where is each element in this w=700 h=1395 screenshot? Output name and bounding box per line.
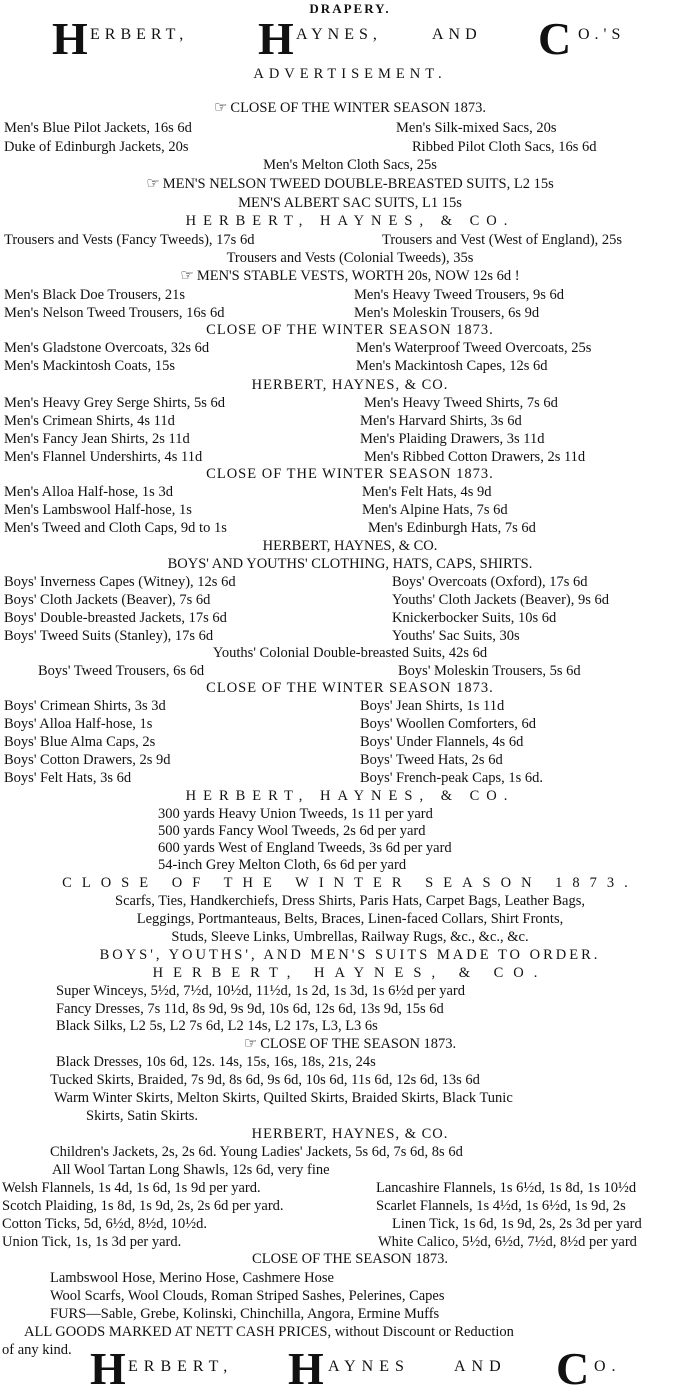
list-item: Super Winceys, 5½d, 7½d, 10½d, 11½d, 1s 2d, 1s 3d, 1s 6½d per yard bbox=[56, 983, 466, 999]
list-item: Boys' Alloa Half-hose, 1s bbox=[4, 716, 153, 732]
list-item: Men's Waterproof Tweed Overcoats, 25s bbox=[356, 340, 592, 356]
banner-initial-h: H bbox=[258, 13, 294, 64]
list-item: Men's Crimean Shirts, 4s 11d bbox=[4, 413, 175, 429]
list-item: Boys' Moleskin Trousers, 5s 6d bbox=[398, 663, 581, 679]
list-item: Knickerbocker Suits, 10s 6d bbox=[392, 610, 557, 626]
list-item: Men's Silk-mixed Sacs, 20s bbox=[396, 120, 557, 136]
closing-notice: of any kind. bbox=[2, 1342, 72, 1358]
list-item: Boys' Tweed Hats, 2s 6d bbox=[360, 752, 503, 768]
list-item: Lancashire Flannels, 1s 6½d, 1s 8d, 1s 10½d bbox=[376, 1180, 637, 1196]
banner-word: AYNES, bbox=[296, 26, 382, 43]
list-item: Men's Moleskin Trousers, 6s 9d bbox=[354, 305, 540, 321]
banner-initial-h: H bbox=[52, 13, 88, 64]
subheading: BOYS', YOUTHS', AND MEN'S SUITS MADE TO ORDER. bbox=[99, 947, 601, 963]
list-item: Boys' Tweed Trousers, 6s 6d bbox=[38, 663, 205, 679]
list-item: Boys' Woollen Comforters, 6d bbox=[360, 716, 536, 732]
list-item: Men's Heavy Grey Serge Shirts, 5s 6d bbox=[4, 395, 226, 411]
list-item: Men's Alpine Hats, 7s 6d bbox=[362, 502, 508, 518]
firm-name: HERBERT, HAYNES, & CO. bbox=[185, 213, 515, 229]
list-item: Trousers and Vest (West of England), 25s bbox=[382, 232, 623, 248]
list-item: All Wool Tartan Long Shawls, 12s 6d, very fine bbox=[52, 1162, 330, 1178]
list-item: Youths' Sac Suits, 30s bbox=[392, 628, 520, 644]
list-item: 600 yards West of England Tweeds, 3s 6d per yard bbox=[158, 840, 452, 856]
firm-name: HERBERT, HAYNES, & CO. bbox=[262, 538, 438, 554]
season-heading: CLOSE OF THE WINTER SEASON 1873. bbox=[62, 875, 638, 891]
pointing-hand-icon: ☞ bbox=[213, 100, 228, 116]
banner-word: AND bbox=[454, 1358, 507, 1375]
list-item: Men's Alloa Half-hose, 1s 3d bbox=[4, 484, 173, 500]
firm-name: HERBERT, HAYNES, & CO. bbox=[251, 1126, 449, 1142]
list-item: Tucked Skirts, Braided, 7s 9d, 8s 6d, 9s 6d, 10s 6d, 11s 6d, 12s 6d, 13s 6d bbox=[50, 1072, 480, 1088]
banner-word: AYNES bbox=[328, 1358, 410, 1375]
banner-word: ERBERT, bbox=[90, 26, 189, 43]
list-item: Fancy Dresses, 7s 11d, 8s 9d, 9s 9d, 10s 6d, 12s 6d, 13s 9d, 15s 6d bbox=[56, 1001, 444, 1017]
list-item: Linen Tick, 1s 6d, 1s 9d, 2s, 2s 3d per yard bbox=[392, 1216, 642, 1232]
list-item: Men's Tweed and Cloth Caps, 9d to 1s bbox=[4, 520, 227, 536]
list-item: Men's Flannel Undershirts, 4s 11d bbox=[4, 449, 203, 465]
firm-name: HERBERT, HAYNES, & CO. bbox=[251, 377, 449, 393]
list-item: Ribbed Pilot Cloth Sacs, 16s 6d bbox=[412, 139, 597, 155]
list-item: Men's Felt Hats, 4s 9d bbox=[362, 484, 492, 500]
banner-initial-c: C bbox=[556, 1343, 590, 1394]
list-item: Men's Mackintosh Coats, 15s bbox=[4, 358, 175, 374]
list-item: Youths' Colonial Double-breasted Suits, 42s 6d bbox=[212, 645, 488, 661]
pointing-hand-icon: ☞ bbox=[180, 268, 194, 284]
list-item: Scarlet Flannels, 1s 4½d, 1s 6½d, 1s 9d, 2s bbox=[376, 1198, 626, 1214]
list-item: Men's Ribbed Cotton Drawers, 2s 11d bbox=[364, 449, 586, 465]
list-item: Boys' Felt Hats, 3s 6d bbox=[4, 770, 132, 786]
list-item: Men's Heavy Tweed Trousers, 9s 6d bbox=[354, 287, 564, 303]
banner-initial-h: H bbox=[90, 1343, 126, 1394]
banner-word: ERBERT, bbox=[128, 1358, 234, 1375]
list-item: Boys' Blue Alma Caps, 2s bbox=[4, 734, 156, 750]
pointing-hand-icon: ☞ bbox=[243, 1036, 258, 1052]
list-item: 54-inch Grey Melton Cloth, 6s 6d per yard bbox=[158, 857, 407, 873]
banner-word: O. bbox=[594, 1358, 622, 1375]
list-item: Scarfs, Ties, Handkerchiefs, Dress Shirts, Paris Hats, Carpet Bags, Leather Bags, bbox=[115, 893, 585, 909]
list-item: White Calico, 5½d, 6½d, 7½d, 8½d per yard bbox=[378, 1234, 637, 1250]
list-item: Men's Nelson Tweed Trousers, 16s 6d bbox=[4, 305, 225, 321]
list-item: Wool Scarfs, Wool Clouds, Roman Striped Sashes, Pelerines, Capes bbox=[50, 1288, 445, 1304]
advertisement-heading: ADVERTISEMENT. bbox=[253, 66, 447, 82]
list-item: FURS—Sable, Grebe, Kolinski, Chinchilla, Angora, Ermine Muffs bbox=[50, 1306, 440, 1322]
list-item: Black Silks, L2 5s, L2 7s 6d, L2 14s, L2 17s, L3, L3 6s bbox=[56, 1018, 378, 1034]
list-item: Men's Black Doe Trousers, 21s bbox=[4, 287, 186, 303]
list-item: Studs, Sleeve Links, Umbrellas, Railway Rugs, &c., &c., &c. bbox=[171, 929, 529, 945]
list-item: 300 yards Heavy Union Tweeds, 1s 11 per yard bbox=[158, 806, 433, 822]
bottom-banner bbox=[0, 1343, 700, 1394]
closing-notice: ALL GOODS MARKED AT NETT CASH PRICES, without Discount or Reduction bbox=[24, 1324, 514, 1340]
list-item: Boys' Under Flannels, 4s 6d bbox=[360, 734, 524, 750]
list-item: Men's Gladstone Overcoats, 32s 6d bbox=[4, 340, 210, 356]
list-item: Boys' Jean Shirts, 1s 11d bbox=[360, 698, 505, 714]
list-item: Skirts, Satin Skirts. bbox=[86, 1108, 198, 1124]
list-item: Boys' French-peak Caps, 1s 6d. bbox=[360, 770, 544, 786]
list-item: Men's Melton Cloth Sacs, 25s bbox=[263, 157, 437, 173]
list-item: Youths' Cloth Jackets (Beaver), 9s 6d bbox=[392, 592, 610, 608]
season-heading: ☞ CLOSE OF THE SEASON 1873. bbox=[243, 1036, 457, 1052]
list-item: Men's Edinburgh Hats, 7s 6d bbox=[368, 520, 536, 536]
banner-initial-c: C bbox=[538, 13, 572, 64]
season-heading: ☞ CLOSE OF THE WINTER SEASON 1873. bbox=[213, 100, 487, 116]
list-item: Boys' Cotton Drawers, 2s 9d bbox=[4, 752, 171, 768]
list-item: Men's Plaiding Drawers, 3s 11d bbox=[360, 431, 545, 447]
list-item: Children's Jackets, 2s, 2s 6d. Young Ladies' Jackets, 5s 6d, 7s 6d, 8s 6d bbox=[50, 1144, 463, 1160]
list-item: Scotch Plaiding, 1s 8d, 1s 9d, 2s, 2s 6d per yard. bbox=[2, 1198, 284, 1214]
pointing-hand-icon: ☞ bbox=[146, 176, 160, 192]
list-item: Boys' Overcoats (Oxford), 17s 6d bbox=[392, 574, 588, 590]
list-item: Trousers and Vests (Fancy Tweeds), 17s 6d bbox=[4, 232, 255, 248]
list-item: ☞ MEN'S NELSON TWEED DOUBLE-BREASTED SUITS, L2 15s bbox=[146, 176, 554, 192]
list-item: Men's Heavy Tweed Shirts, 7s 6d bbox=[364, 395, 558, 411]
subheading: BOYS' AND YOUTHS' CLOTHING, HATS, CAPS, SHIRTS. bbox=[167, 556, 533, 572]
firm-name: HERBERT, HAYNES, & CO. bbox=[185, 788, 515, 804]
list-item: Men's Lambswool Half-hose, 1s bbox=[4, 502, 192, 518]
list-item: Cotton Ticks, 5d, 6½d, 8½d, 10½d. bbox=[2, 1216, 208, 1232]
list-item: ☞ MEN'S STABLE VESTS, WORTH 20s, NOW 12s 6d ! bbox=[180, 268, 520, 284]
list-item: Boys' Double-breasted Jackets, 17s 6d bbox=[4, 610, 227, 626]
season-heading: CLOSE OF THE WINTER SEASON 1873. bbox=[206, 680, 494, 696]
banner-word: O.'S bbox=[578, 26, 626, 43]
list-item: Boys' Crimean Shirts, 3s 3d bbox=[4, 698, 166, 714]
banner-initial-h: H bbox=[288, 1343, 324, 1394]
list-item: Welsh Flannels, 1s 4d, 1s 6d, 1s 9d per yard. bbox=[2, 1180, 261, 1196]
list-item: Warm Winter Skirts, Melton Skirts, Quilted Skirts, Braided Skirts, Black Tunic bbox=[54, 1090, 513, 1106]
list-item: Boys' Tweed Suits (Stanley), 17s 6d bbox=[4, 628, 214, 644]
list-item: Boys' Cloth Jackets (Beaver), 7s 6d bbox=[4, 592, 211, 608]
list-item: Men's Mackintosh Capes, 12s 6d bbox=[356, 358, 548, 374]
list-item: Men's Blue Pilot Jackets, 16s 6d bbox=[4, 120, 192, 136]
list-item: MEN'S ALBERT SAC SUITS, L1 15s bbox=[238, 195, 462, 211]
list-item: Men's Harvard Shirts, 3s 6d bbox=[360, 413, 522, 429]
list-item: Trousers and Vests (Colonial Tweeds), 35s bbox=[226, 250, 474, 266]
firm-name: HERBERT, HAYNES, & CO. bbox=[152, 965, 548, 981]
list-item: Union Tick, 1s, 1s 3d per yard. bbox=[2, 1234, 182, 1250]
list-item: 500 yards Fancy Wool Tweeds, 2s 6d per yard bbox=[158, 823, 426, 839]
season-heading: CLOSE OF THE WINTER SEASON 1873. bbox=[206, 322, 494, 338]
banner-word: AND bbox=[432, 26, 482, 43]
list-item: Boys' Inverness Capes (Witney), 12s 6d bbox=[4, 574, 236, 590]
list-item: Duke of Edinburgh Jackets, 20s bbox=[4, 139, 189, 155]
list-item: Men's Fancy Jean Shirts, 2s 11d bbox=[4, 431, 190, 447]
list-item: Leggings, Portmanteaus, Belts, Braces, Linen-faced Collars, Shirt Fronts, bbox=[136, 911, 564, 927]
season-heading: CLOSE OF THE WINTER SEASON 1873. bbox=[206, 466, 494, 482]
list-item: Lambswool Hose, Merino Hose, Cashmere Hose bbox=[50, 1270, 334, 1286]
list-item: Black Dresses, 10s 6d, 12s. 14s, 15s, 16s, 18s, 21s, 24s bbox=[56, 1054, 376, 1070]
season-heading: CLOSE OF THE SEASON 1873. bbox=[252, 1251, 448, 1267]
section-header: DRAPERY. bbox=[309, 1, 391, 16]
top-banner bbox=[0, 13, 700, 68]
